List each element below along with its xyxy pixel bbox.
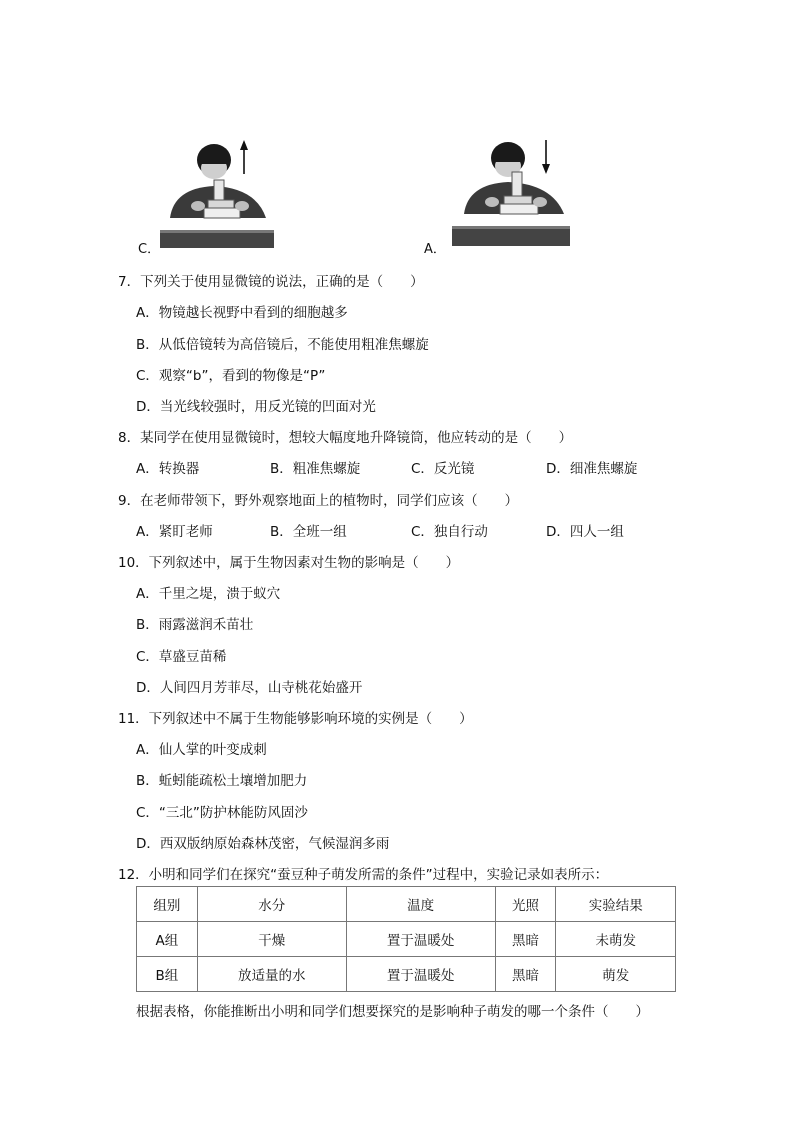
question-11-stem: 11．下列叙述中不属于生物能够影响环境的实例是（ ） [118,711,473,727]
question-12-followup: 根据表格，你能推断出小明和同学们想要探究的是影响种子萌发的哪一个条件（ ） [136,1004,649,1020]
question-7-stem: 7．下列关于使用显微镜的说法，正确的是（ ） [118,274,424,290]
question-8-option-c: C．反光镜 [411,461,475,477]
question-7-option-d: D．当光线较强时，用反光镜的凹面对光 [136,399,376,415]
figure-c-label: C． [138,242,161,257]
question-8-option-d: D．细准焦螺旋 [546,461,638,477]
question-7-option-c: C．观察“b”，看到的物像是“P” [136,368,326,384]
question-10-option-a: A．千里之堤，溃于蚁穴 [136,586,281,602]
question-9-option-b: B．全班一组 [270,524,347,540]
table-header-cell: 水分 [197,887,346,922]
question-10-option-b: B．雨露滋润禾苗壮 [136,617,254,633]
question-9-stem: 9．在老师带领下，野外观察地面上的植物时，同学们应该（ ） [118,493,519,509]
question-7-option-b: B．从低倍镜转为高倍镜后，不能使用粗准焦螺旋 [136,337,429,353]
table-header-cell: 实验结果 [556,887,676,922]
experiment-table [136,886,676,992]
table-cell: A组 [137,922,198,957]
question-8-option-a: A．转换器 [136,461,200,477]
figure-a-label: A． [424,242,446,257]
question-11-option-b: B．蚯蚓能疏松土壤增加肥力 [136,773,308,789]
table-header-cell: 温度 [346,887,495,922]
table-header-cell: 光照 [495,887,556,922]
question-11-option-c: C．“三北”防护林能防风固沙 [136,805,308,821]
question-8-option-b: B．粗准焦螺旋 [270,461,361,477]
question-12-stem: 12．小明和同学们在探究“蚕豆种子萌发所需的条件”过程中，实验记录如表所示： [118,867,609,883]
table-header-row [137,887,676,922]
table-cell: B组 [137,957,198,992]
figure-a [452,136,572,252]
table-cell: 黑暗 [495,922,556,957]
question-11-option-a: A．仙人掌的叶变成刺 [136,742,267,758]
question-10-option-d: D．人间四月芳菲尽，山寺桃花始盛开 [136,680,363,696]
question-11-option-d: D．西双版纳原始森林茂密，气候湿润多雨 [136,836,390,852]
table-row [137,957,676,992]
microscope-user-image-down [452,136,572,248]
table-cell: 未萌发 [556,922,676,957]
table-header-cell: 组别 [137,887,198,922]
question-10-option-c: C．草盛豆苗稀 [136,649,227,665]
table-cell: 干燥 [197,922,346,957]
question-10-stem: 10．下列叙述中，属于生物因素对生物的影响是（ ） [118,555,460,571]
figure-c [160,136,276,254]
table-cell: 置于温暖处 [346,922,495,957]
table-cell: 黑暗 [495,957,556,992]
question-9-option-d: D．四人一组 [546,524,624,540]
microscope-user-image-up [160,136,276,250]
question-8-stem: 8．某同学在使用显微镜时，想较大幅度地升降镜筒，他应转动的是（ ） [118,430,573,446]
table-cell: 置于温暖处 [346,957,495,992]
table-cell: 萌发 [556,957,676,992]
table-cell: 放适量的水 [197,957,346,992]
question-7-option-a: A．物镜越长视野中看到的细胞越多 [136,305,348,321]
question-9-option-c: C．独自行动 [411,524,488,540]
table-row [137,922,676,957]
question-9-option-a: A．紧盯老师 [136,524,213,540]
